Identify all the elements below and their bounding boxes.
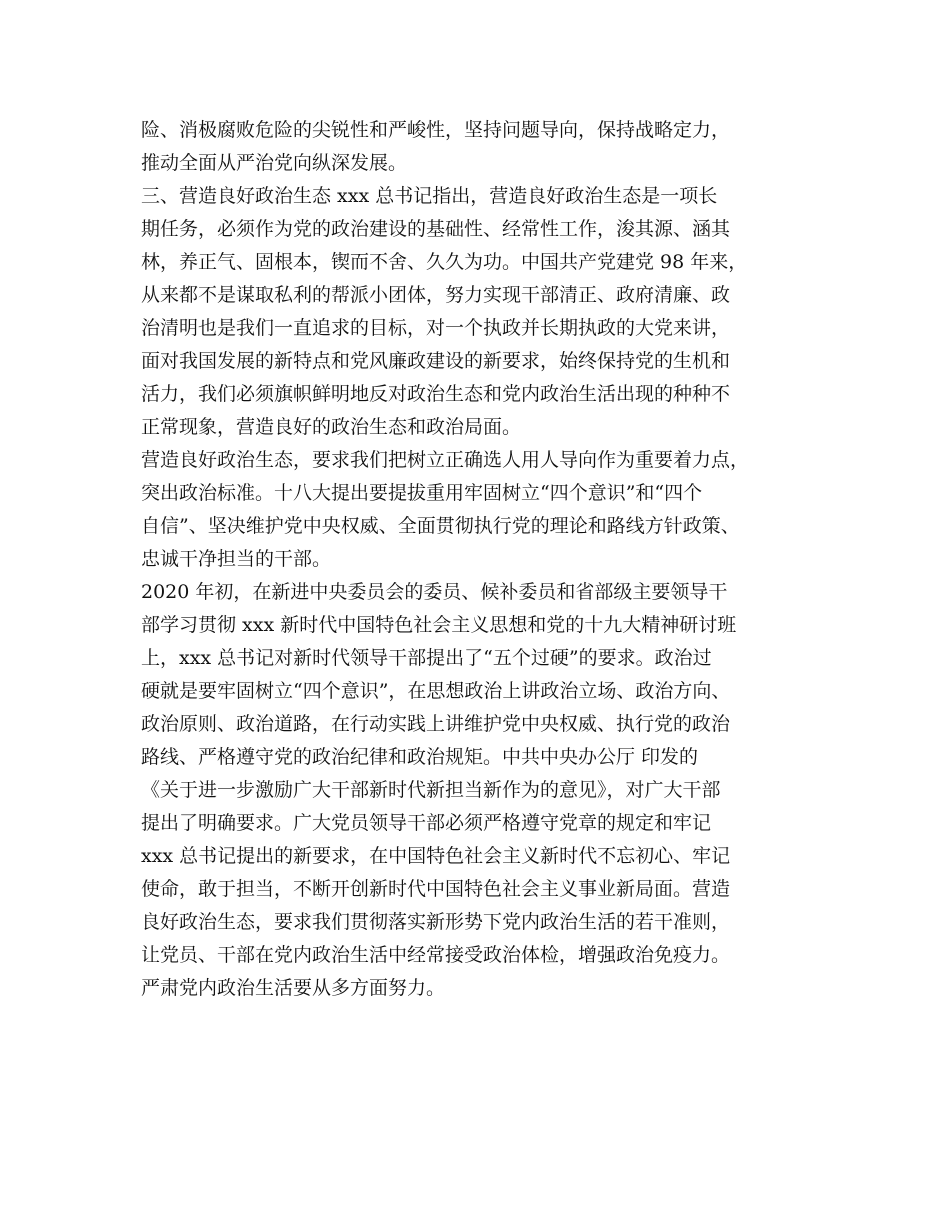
text-line: 面对我国发展的新特点和党风廉政建设的新要求，始终保持党的生机和	[141, 350, 731, 372]
text-line: 险、消极腐败危险的尖锐性和严峻性，坚持问题导向，保持战略定力，	[141, 119, 731, 141]
text-line: 提出了明确要求。广大党员领导干部必须严格遵守党章的规定和牢记	[141, 812, 712, 834]
text-line: 使命，敢于担当，不断开创新时代中国特色社会主义事业新局面。营造	[141, 878, 731, 900]
text-line: 期任务，必须作为党的政治建设的基础性、经常性工作，浚其源、涵其	[141, 218, 731, 240]
text-line: 路线、严格遵守党的政治纪律和政治规矩。中共中央办公厅 印发的	[141, 746, 699, 768]
text-line: 忠诚干净担当的干部。	[141, 548, 332, 570]
text-line: 让党员、干部在党内政治生活中经常接受政治体检，增强政治免疫力。	[141, 944, 731, 966]
text-line: 上，xxx 总书记对新时代领导干部提出了“五个过硬”的要求。政治过	[141, 647, 712, 669]
text-line: 活力，我们必须旗帜鲜明地反对政治生态和党内政治生活出现的种种不	[141, 383, 731, 405]
text-line: 2020 年初，在新进中央委员会的委员、候补委员和省部级主要领导干	[141, 581, 728, 603]
text-line: 严肃党内政治生活要从多方面努力。	[141, 977, 446, 999]
text-line: 突出政治标准。十八大提出要提拔重用牢固树立“四个意识”和“四个	[141, 482, 703, 504]
text-line: 硬就是要牢固树立“四个意识”，在思想政治上讲政治立场、政治方向、	[141, 680, 731, 702]
text-line: 治清明也是我们一直追求的目标，对一个执政并长期执政的大党来讲，	[141, 317, 731, 339]
text-line: 部学习贯彻 xxx 新时代中国特色社会主义思想和党的十九大精神研讨班	[141, 614, 737, 636]
text-line: 营造良好政治生态，要求我们把树立正确选人用人导向作为重要着力点，	[141, 449, 750, 471]
text-line: 从来都不是谋取私利的帮派小团体，努力实现干部清正、政府清廉、政	[141, 284, 731, 306]
document-body	[141, 114, 821, 1005]
text-line: 三、营造良好政治生态 xxx 总书记指出，营造良好政治生态是一项长	[141, 185, 718, 207]
text-line: 林，养正气、固根本，锲而不舍、久久为功。中国共产党建党 98 年来，	[141, 251, 748, 273]
text-line: 良好政治生态，要求我们贯彻落实新形势下党内政治生活的若干准则，	[141, 911, 731, 933]
text-line: 政治原则、政治道路，在行动实践上讲维护党中央权威、执行党的政治	[141, 713, 731, 735]
text-line: 《关于进一步激励广大干部新时代新担当新作为的意见》，对广大干部	[141, 779, 721, 801]
text-line: 自信”、坚决维护党中央权威、全面贯彻执行党的理论和路线方针政策、	[141, 515, 740, 537]
text-line: 推动全面从严治党向纵深发展。	[141, 152, 408, 174]
text-line: xxx 总书记提出的新要求，在中国特色社会主义新时代不忘初心、牢记	[141, 845, 731, 867]
text-line: 正常现象，营造良好的政治生态和政治局面。	[141, 416, 522, 438]
